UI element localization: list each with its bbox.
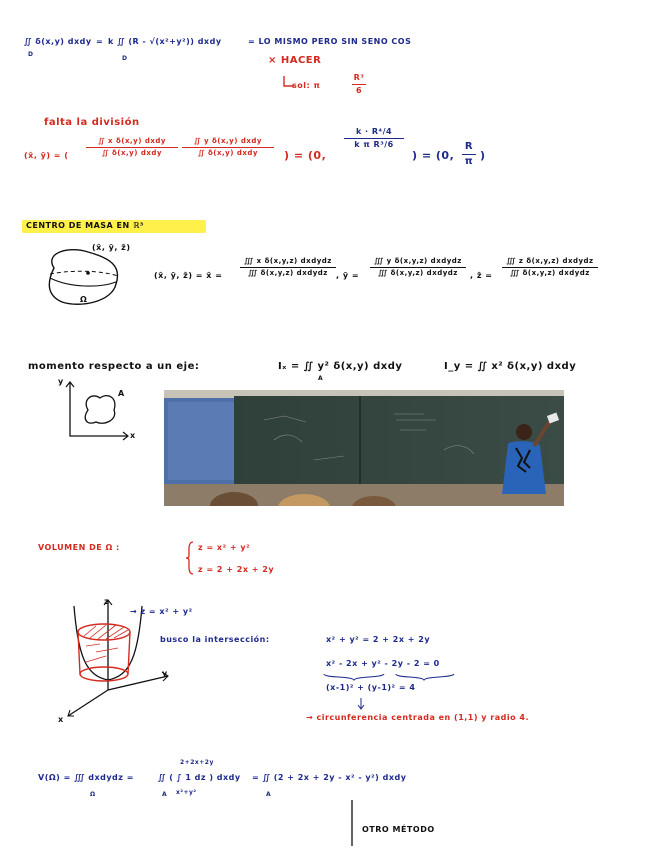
volume-sub-omega: Ω: [90, 791, 96, 798]
arrow-bend: [282, 74, 302, 94]
cm-fraction-z: [502, 258, 598, 277]
k-fraction-num: k · R⁴/4: [355, 127, 393, 136]
moment-iy: I_y = ∬ x² δ(x,y) dxdy: [444, 361, 577, 372]
centroid-lhs: (x̄, ȳ) = (: [24, 151, 69, 160]
omega-label: Ω: [80, 295, 88, 304]
cm-x-num: ∭ x δ(x,y,z) dxdydz: [244, 257, 332, 265]
result-fraction: [462, 142, 476, 167]
sol-label: sol: π: [292, 81, 321, 90]
cm-y-den: ∭ δ(x,y,z) dxdydz: [378, 269, 458, 277]
moment-ix-sub: A: [318, 375, 324, 382]
surface-eq1: z = x² + y²: [198, 543, 251, 552]
axis-y3d-label: y: [162, 669, 168, 678]
intersect-eq3: (x-1)² + (y-1)² = 4: [326, 683, 416, 692]
axes-region-figure: [58, 378, 138, 442]
lower-limit: x²+y²: [176, 789, 197, 796]
sol-den: 6: [355, 86, 363, 95]
cm-zbar: , z̄ =: [470, 271, 493, 280]
vertical-separator: [350, 800, 354, 846]
classroom-photo: [164, 390, 564, 506]
comment-same: = LO MISMO PERO SIN SENO COS: [248, 37, 412, 46]
cm-z-num: ∭ z δ(x,y,z) dxdydz: [506, 257, 594, 265]
integral-rhs: k ∬ (R - √(x²+y²)) dxdy: [108, 37, 222, 46]
intersect-eq1: x² + y² = 2 + 2x + 2y: [326, 635, 431, 644]
cm-fraction-x: [240, 258, 336, 277]
result-end: ): [480, 149, 486, 162]
region-a-label: A: [118, 389, 125, 398]
axis-x3d-label: x: [58, 715, 64, 724]
axis-z-label: z: [104, 597, 110, 606]
sol-fraction: [352, 74, 366, 95]
down-arrow: [356, 698, 366, 712]
falta-division: falta la división: [44, 117, 140, 128]
brace: [184, 540, 196, 576]
axis-x-label: x: [130, 431, 136, 440]
cm-fraction-y: [370, 258, 466, 277]
cm-lhs: (x̄, ȳ, z̄) = x̄ =: [154, 271, 223, 280]
cm-z-den: ∭ δ(x,y,z) dxdydz: [510, 269, 590, 277]
volume-sub-a2: A: [266, 791, 272, 798]
circumference-conclusion: → circunferencia centrada en (1,1) y radio 4.: [306, 713, 530, 722]
underbrace: [322, 672, 482, 682]
fraction-y-num: ∬ y δ(x,y) dxdy: [194, 137, 262, 145]
surface-eq2: z = 2 + 2x + 2y: [198, 565, 275, 574]
centroid-close: ) = (0,: [284, 149, 327, 162]
result-den: π: [464, 156, 474, 167]
fraction-x-den: ∬ δ(x,y) dxdy: [102, 149, 162, 157]
volume-lhs: V(Ω) = ∭ dxdydz =: [38, 773, 134, 782]
equals: =: [96, 37, 104, 46]
moment-ix: Iₓ = ∬ y² δ(x,y) dxdy: [278, 361, 403, 372]
domain-sub: D: [28, 51, 34, 58]
fraction-x-num: ∬ x δ(x,y) dxdy: [98, 137, 166, 145]
sol-num: R³: [353, 73, 365, 82]
k-num-bot: 4: [385, 127, 393, 136]
point-label: (x̄, ȳ, z̄): [92, 243, 131, 252]
paraboloid-label: → z = x² + y²: [130, 607, 193, 616]
result-close: ) = (0,: [412, 149, 455, 162]
k-den-den: 6: [387, 140, 394, 149]
k-den-prefix: k π: [354, 140, 371, 149]
volumen-title: VOLUMEN DE Ω :: [38, 543, 120, 552]
volume-sub-a: A: [162, 791, 168, 798]
centro-masa-title: CENTRO DE MASA EN ℝ³: [26, 221, 144, 230]
domain-sub-2: D: [122, 55, 128, 62]
intersect-eq2: x² - 2x + y² - 2y - 2 = 0: [326, 659, 440, 668]
hacer-note: × HACER: [268, 55, 322, 66]
photo-drawing: [164, 390, 564, 506]
upper-limit: 2+2x+2y: [180, 759, 214, 766]
fraction-y-den: ∬ δ(x,y) dxdy: [198, 149, 258, 157]
cm-x-den: ∭ δ(x,y,z) dxdydz: [248, 269, 328, 277]
k-fraction-den: k π R³/6: [354, 140, 394, 149]
volume-rhs: = ∬ (2 + 2x + 2y - x² - y²) dxdy: [252, 773, 407, 782]
cm-y-num: ∭ y δ(x,y,z) dxdydz: [374, 257, 462, 265]
centroid-fraction-y: [182, 138, 274, 157]
k-num-top: R⁴: [371, 127, 383, 136]
momento-label: momento respecto a un eje:: [28, 361, 200, 372]
cm-ybar: , ȳ =: [336, 271, 360, 280]
integral-lhs: ∬ δ(x,y) dxdy: [24, 37, 92, 46]
k-prefix: k ·: [355, 127, 369, 136]
axis-y-label: y: [58, 377, 64, 386]
volume-inner: ∬ ( ∫ 1 dz ) dxdy: [158, 773, 241, 782]
interseccion-label: busco la intersección:: [160, 635, 270, 644]
k-den-num: R³: [373, 140, 385, 149]
centroid-fraction-x: [86, 138, 178, 157]
k-fraction: [344, 128, 404, 149]
otro-metodo: OTRO MÉTODO: [362, 825, 435, 834]
result-num: R: [464, 141, 474, 152]
